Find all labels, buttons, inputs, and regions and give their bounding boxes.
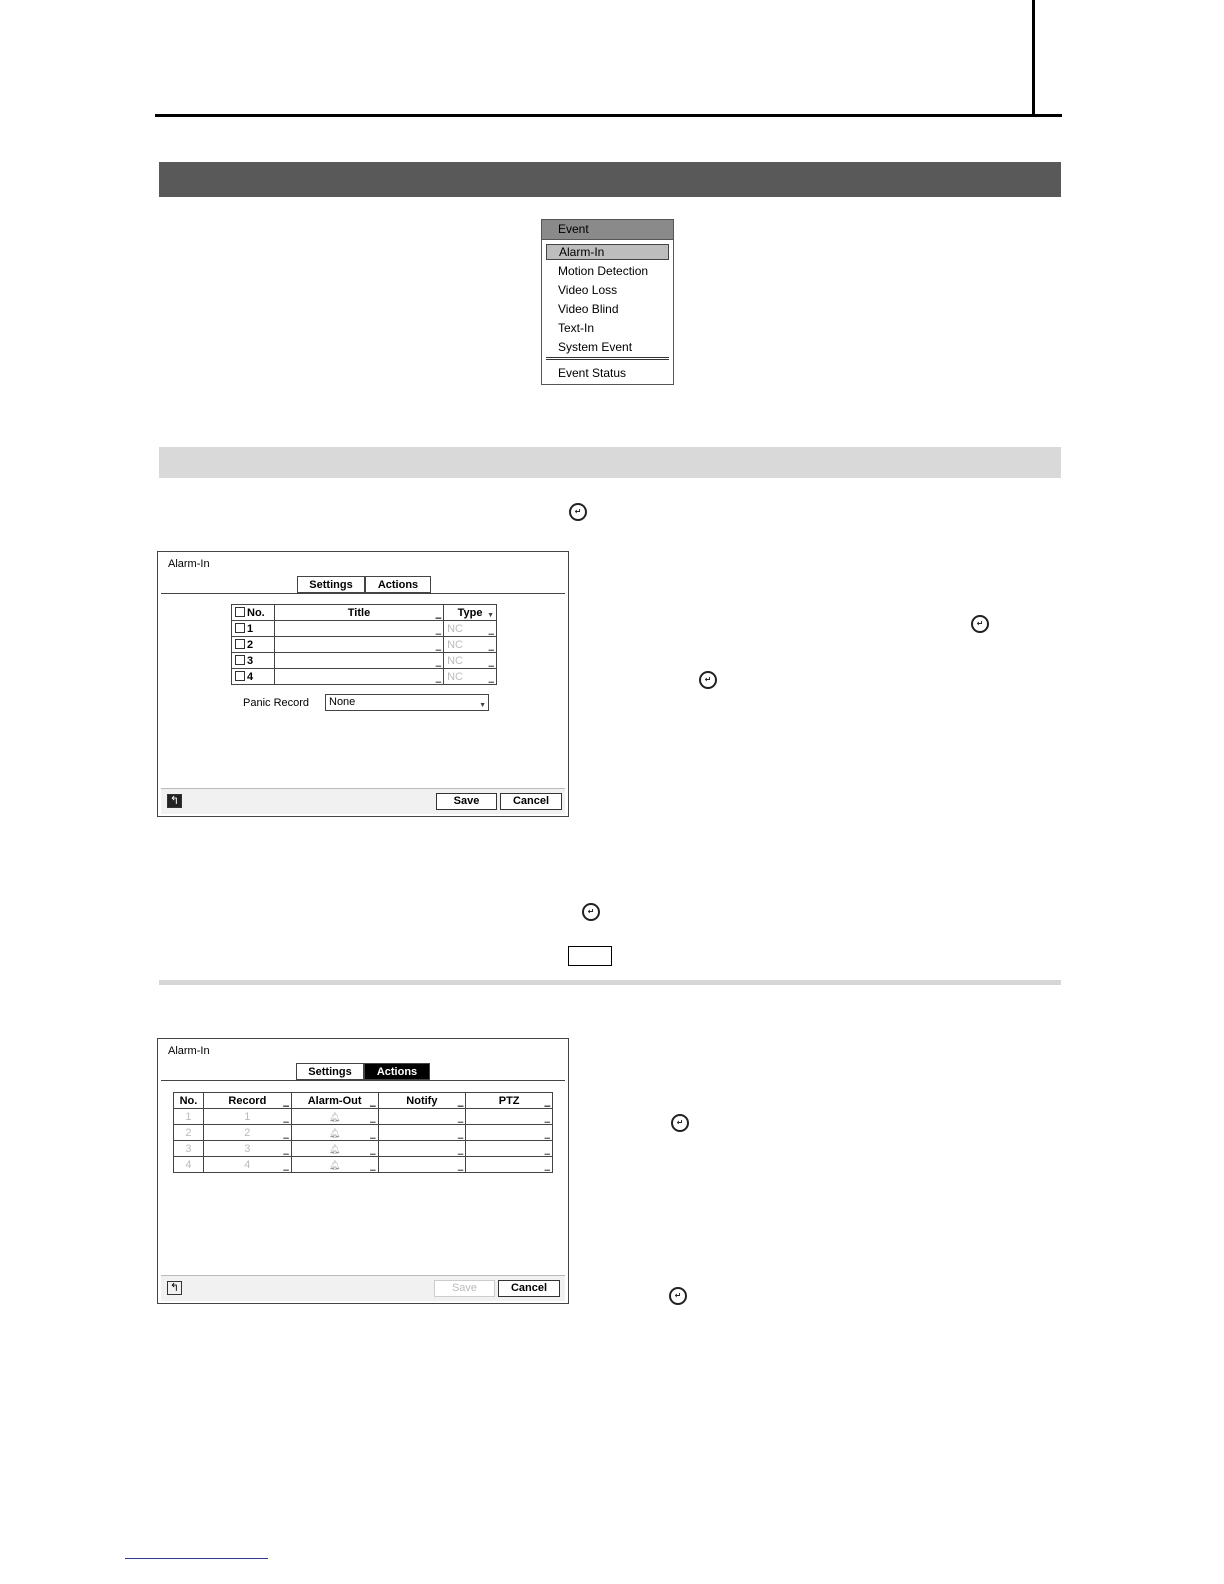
ptz-select[interactable] [466,1125,553,1141]
enter-button-icon: ↵ [569,503,587,521]
table-row [232,653,497,669]
chevron-down-icon: ▼ [479,702,486,709]
menu-item-motion-detection[interactable]: Motion Detection [558,264,649,278]
ptz-select[interactable] [466,1109,553,1125]
dropdown-marker-icon: ▁ [488,676,494,683]
dropdown-marker-icon: ▁ [283,1148,289,1155]
type-select[interactable]: NC ▁ [444,669,497,685]
sort-marker-icon: ▁ [544,1100,550,1107]
select-all-checkbox[interactable] [235,607,245,617]
alarm-out-select[interactable] [291,1157,378,1173]
menu-item-video-blind[interactable]: Video Blind [558,302,619,316]
row-number-cell[interactable]: 3 [232,653,275,669]
row-checkbox[interactable] [235,655,245,665]
column-header-title: Title ▁ [274,605,443,621]
type-select[interactable]: NC ▁ [444,637,497,653]
enter-button-icon: ↵ [971,615,989,633]
dropdown-marker-icon: ▁ [544,1116,550,1123]
dropdown-marker-icon: ▁ [457,1132,464,1139]
tab-actions[interactable]: Actions [364,1063,430,1080]
tab-settings[interactable]: Settings [297,576,365,593]
table-row [232,637,497,653]
alarm-in-settings-table [231,604,497,685]
alarm-out-select[interactable] [291,1141,378,1157]
sort-marker-icon: ▁ [283,1100,289,1107]
title-field[interactable] [274,637,443,653]
panic-record-select[interactable] [325,694,489,711]
dropdown-marker-icon: ▁ [370,1132,376,1139]
title-field[interactable] [274,621,443,637]
record-select[interactable]: 1 ▁ [203,1109,291,1125]
tab-underline [161,593,565,594]
table-row [174,1141,553,1157]
record-select[interactable]: 3 ▁ [203,1141,291,1157]
ptz-select[interactable] [466,1141,553,1157]
notify-select[interactable] [378,1109,466,1125]
cancel-button[interactable]: Cancel [500,793,562,810]
column-header-type: Type ▼ [444,605,497,621]
row-checkbox[interactable] [235,671,245,681]
title-field[interactable] [274,669,443,685]
notify-select[interactable] [378,1125,466,1141]
cancel-button[interactable]: Cancel [498,1280,560,1297]
alarm-in-actions-table [173,1092,553,1173]
type-select[interactable]: NC ▁ [444,621,497,637]
edit-marker-icon: ▁ [435,676,442,683]
back-arrow-icon[interactable]: ↰ [167,1281,182,1295]
edit-marker-icon: ▁ [435,628,442,635]
alarm-out-select[interactable] [291,1109,378,1125]
bell-icon: 🔔︎ [328,1111,341,1122]
event-menu-title: Event [542,220,673,240]
row-checkbox[interactable] [235,639,245,649]
sort-marker-icon: ▁ [435,612,442,619]
panic-record-value: None [329,696,356,708]
type-select[interactable]: NC ▁ [444,653,497,669]
tab-settings[interactable]: Settings [296,1063,364,1080]
dropdown-marker-icon: ▁ [457,1164,464,1171]
dropdown-marker-icon: ▁ [370,1164,376,1171]
table-row [232,621,497,637]
row-number-cell[interactable]: 4 [232,669,275,685]
table-row [174,1157,553,1173]
menu-separator [546,357,669,360]
dropdown-marker-icon: ▁ [488,644,494,651]
alarm-in-settings-dialog [157,551,569,817]
dropdown-marker-icon: ▁ [283,1132,289,1139]
bell-icon: 🔔︎ [328,1143,341,1154]
dropdown-marker-icon: ▁ [544,1148,550,1155]
table-row [174,1109,553,1125]
row-number-cell[interactable]: 2 [232,637,275,653]
edit-marker-icon: ▁ [435,660,442,667]
enter-button-icon: ↵ [582,903,600,921]
column-header-ptz: PTZ ▁ [466,1093,553,1109]
bell-icon: 🔔︎ [328,1127,341,1138]
menu-item-event-status[interactable]: Event Status [558,366,627,380]
row-number-cell: 1 [174,1109,204,1125]
subsection-heading-bar [159,447,1061,478]
row-number-cell: 3 [174,1141,204,1157]
record-select[interactable]: 2 ▁ [203,1125,291,1141]
save-button[interactable]: Save [436,793,497,810]
alarm-in-actions-dialog [157,1038,569,1304]
dropdown-marker-icon: ▁ [544,1132,550,1139]
dropdown-marker-icon: ▁ [457,1116,464,1123]
panic-record-label: Panic Record [243,697,310,709]
dropdown-marker-icon: ▁ [283,1164,289,1171]
menu-item-text-in[interactable]: Text-In [558,321,595,335]
save-button[interactable]: Save [434,1280,495,1297]
dropdown-marker-icon: ▁ [457,1148,464,1155]
edit-marker-icon: ▁ [435,644,442,651]
dropdown-marker-icon: ▁ [544,1164,550,1171]
column-header-notify: Notify ▁ [378,1093,466,1109]
row-number-cell: 4 [174,1157,204,1173]
dialog-title: Alarm-In [168,558,210,570]
event-menu [541,219,674,385]
table-row [174,1125,553,1141]
dropdown-marker-icon: ▁ [488,660,494,667]
enter-button-icon: ↵ [671,1114,689,1132]
record-select[interactable]: 4 ▁ [203,1157,291,1173]
back-arrow-icon[interactable]: ↰ [167,794,182,808]
dropdown-marker-icon: ▁ [370,1148,376,1155]
crop-mark-rule [1032,0,1035,116]
header-rule [155,114,1062,117]
footnote-rule [125,1558,268,1559]
column-header-alarm-out: Alarm-Out ▁ [291,1093,378,1109]
chevron-down-icon: ▼ [487,612,494,619]
column-header-no[interactable]: No. [232,605,275,621]
enter-button-icon: ↵ [699,671,717,689]
menu-item-video-loss[interactable]: Video Loss [558,283,618,297]
notify-select[interactable] [378,1141,466,1157]
dialog-title: Alarm-In [168,1045,210,1057]
dropdown-marker-icon: ▁ [488,628,494,635]
alarm-out-select[interactable] [291,1125,378,1141]
bell-icon: 🔔︎ [328,1159,341,1170]
column-header-record: Record ▁ [203,1093,291,1109]
section-divider [159,980,1061,985]
row-number-cell[interactable]: 1 [232,621,275,637]
inline-button-glyph [568,946,612,966]
sort-marker-icon: ▁ [457,1100,464,1107]
notify-select[interactable] [378,1157,466,1173]
tab-actions[interactable]: Actions [365,576,431,593]
enter-button-icon: ↵ [669,1287,687,1305]
row-number-cell: 2 [174,1125,204,1141]
row-checkbox[interactable] [235,623,245,633]
table-row [232,669,497,685]
tab-underline [161,1080,565,1081]
menu-item-alarm-in[interactable]: Alarm-In [546,244,669,260]
section-heading-bar [159,162,1061,197]
sort-marker-icon: ▁ [370,1100,376,1107]
column-header-no: No. [174,1093,204,1109]
dropdown-marker-icon: ▁ [283,1116,289,1123]
dropdown-marker-icon: ▁ [370,1116,376,1123]
title-field[interactable] [274,653,443,669]
menu-item-system-event[interactable]: System Event [558,340,633,354]
ptz-select[interactable] [466,1157,553,1173]
